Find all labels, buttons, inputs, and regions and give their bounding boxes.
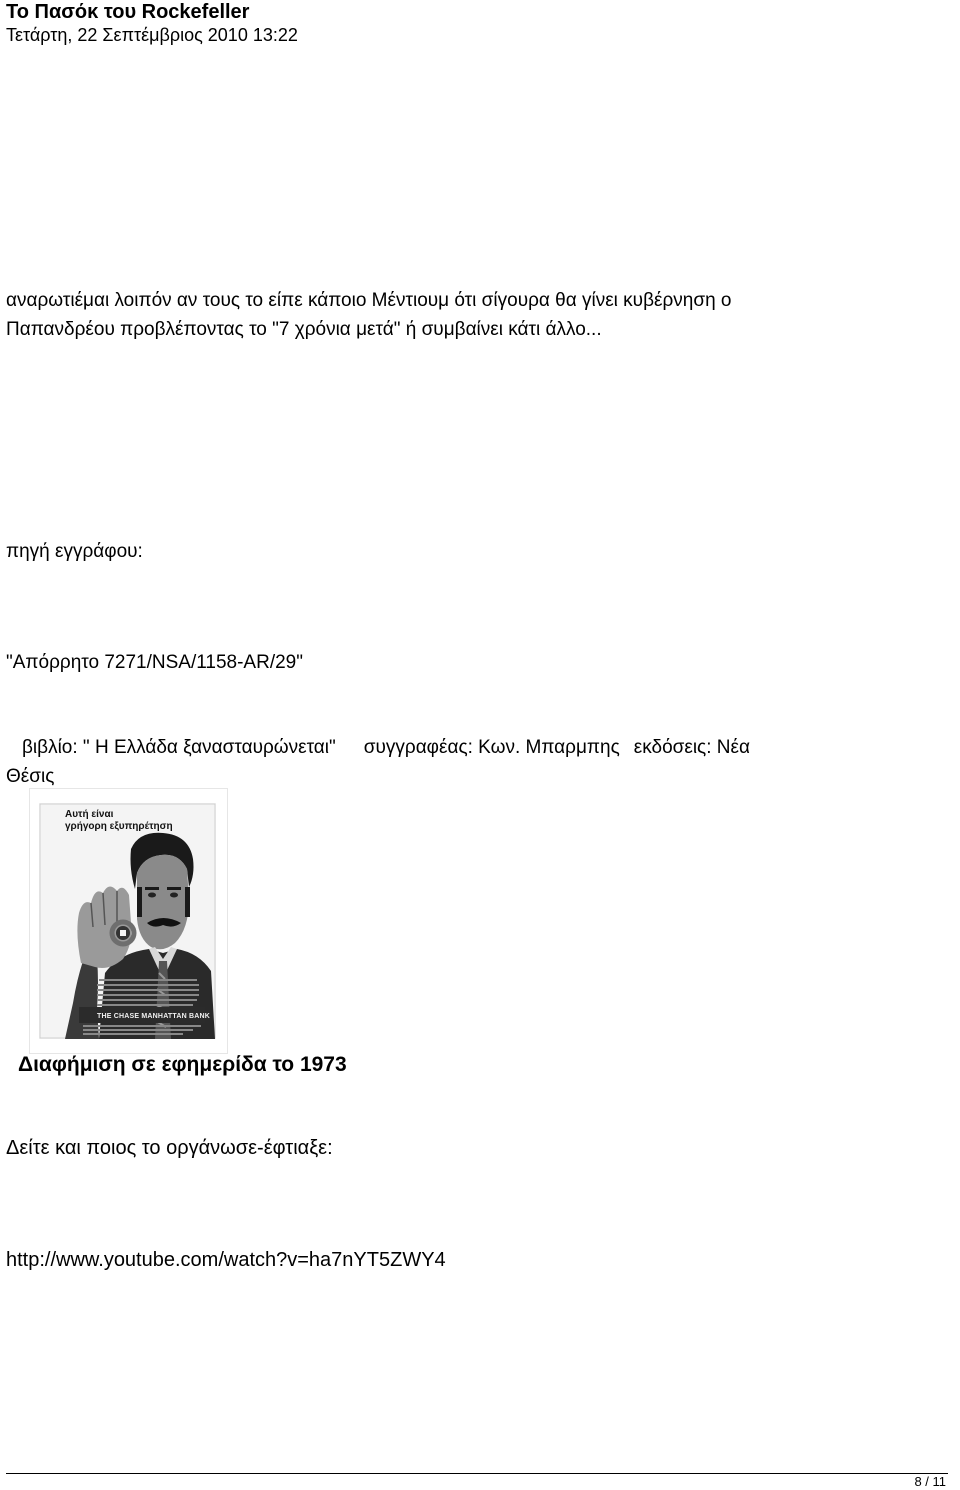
article-title: Το Πασόκ του Rockefeller [6,1,250,23]
ad-headline [65,809,173,833]
book-publisher-continued: Θέσις [6,766,55,787]
page-number: 8 / 11 [914,1474,946,1489]
newspaper-ad-image [30,789,227,1053]
paragraph-line: Παπανδρέου προβλέποντας το "7 χρόνια μετά" ή συμβαίνει κάτι άλλο... [6,319,602,340]
book-publisher: εκδόσεις: Νέα [633,737,750,758]
ad-illustration [39,803,216,1039]
article-date: Τετάρτη, 22 Σεπτέμβριος 2010 13:22 [6,25,298,45]
footer-divider [6,1473,948,1474]
ad-photo [39,803,216,1039]
paragraph-line: αναρωτιέμαι λοιπόν αν τους το είπε κάποιο Μέντιουμ ότι σίγουρα θα γίνει κυβέρνηση ο [6,290,732,311]
ad-headline-line: γρήγορη εξυπηρέτηση [65,821,173,832]
paragraph [6,286,732,344]
book-info [6,733,926,791]
video-link[interactable]: http://www.youtube.com/watch?v=ha7nYT5ZWY4 [6,1249,446,1271]
image-caption: Διαφήμιση σε εφημερίδα το 1973 [18,1053,347,1076]
ad-headline-line: Αυτή είναι [65,809,114,820]
source-label: πηγή εγγράφου: [6,541,143,562]
source-value: "Απόρρητο 7271/NSA/1158-AR/29" [6,652,303,673]
see-also-text: Δείτε και ποιος το οργάνωσε-έφτιαξε: [6,1137,333,1159]
book-author: συγγραφέας: Κων. Μπαρμπης [363,737,620,758]
ad-bank-name: THE CHASE MANHATTAN BANK [97,1013,211,1020]
book-title: βιβλίο: " Η Ελλάδα ξανασταυρώνεται" [22,737,336,758]
